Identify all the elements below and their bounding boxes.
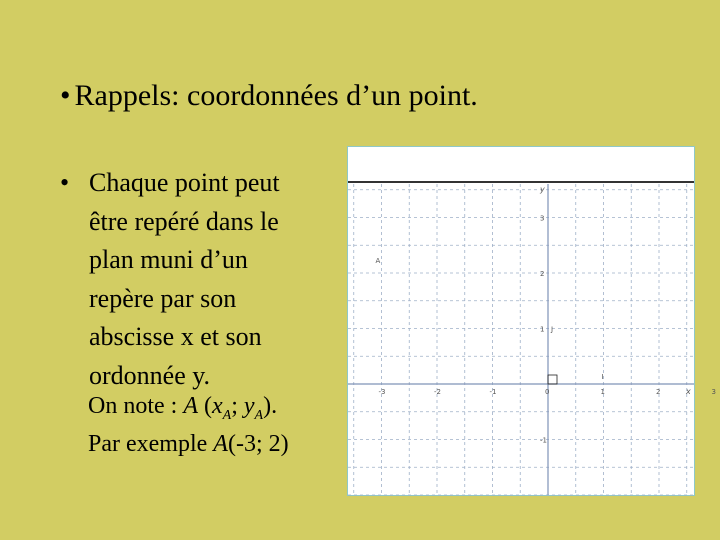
note-point: A [183, 393, 198, 419]
bullet-line: repère par son [89, 283, 237, 313]
x-tick-label: -1 [489, 388, 497, 396]
x-tick-label: -2 [434, 388, 441, 396]
note-prefix: On note : [88, 393, 184, 419]
note-x: x [212, 393, 223, 419]
note-sep: ; [231, 393, 244, 419]
grid [348, 184, 694, 495]
title-text: Rappels: coordonnées d’un point. [74, 79, 478, 112]
unit-square [548, 375, 557, 384]
note-y: y [243, 393, 255, 419]
coordinate-plane [348, 147, 716, 495]
unit-i-label: I [601, 373, 604, 381]
y-tick-label: 2 [540, 270, 545, 278]
x-tick-label: 0 [545, 388, 550, 396]
tick-labels [379, 215, 716, 445]
bullet-text [89, 164, 339, 395]
note-y-sub: A [254, 408, 264, 423]
x-tick-label: -3 [378, 388, 386, 396]
point-a-label: A [375, 257, 381, 265]
title-bullet: • [60, 79, 71, 112]
y-axis-label: y [540, 185, 545, 194]
bullet-dot: • [60, 168, 70, 197]
note-x-sub: A [222, 408, 232, 423]
bullet-line: ordonnée y. [89, 360, 211, 390]
example-point: A [213, 431, 228, 457]
x-tick-label: 1 [600, 388, 605, 396]
slide-title [60, 74, 478, 118]
bullet-line: Chaque point peut [89, 168, 280, 197]
note-close: ). [263, 393, 278, 419]
x-tick-label: 3 [711, 388, 716, 396]
bullet-line: abscisse x et son [89, 322, 262, 351]
y-tick-label: -1 [540, 436, 547, 445]
note-open: ( [198, 393, 212, 419]
x-axis-label: x [686, 387, 691, 396]
y-tick-label: 1 [540, 325, 545, 334]
unit-j-label: J [551, 325, 554, 334]
example-coords: (-3; 2) [227, 431, 289, 457]
example-formula [88, 426, 289, 462]
y-tick-label: 3 [540, 214, 545, 223]
bullet-line: plan muni d’un [89, 245, 248, 274]
x-tick-label: 2 [656, 388, 661, 396]
example-prefix: Par exemple [88, 431, 214, 457]
coordinate-graph [347, 146, 716, 496]
bullet-line: être repéré dans le [89, 206, 279, 236]
